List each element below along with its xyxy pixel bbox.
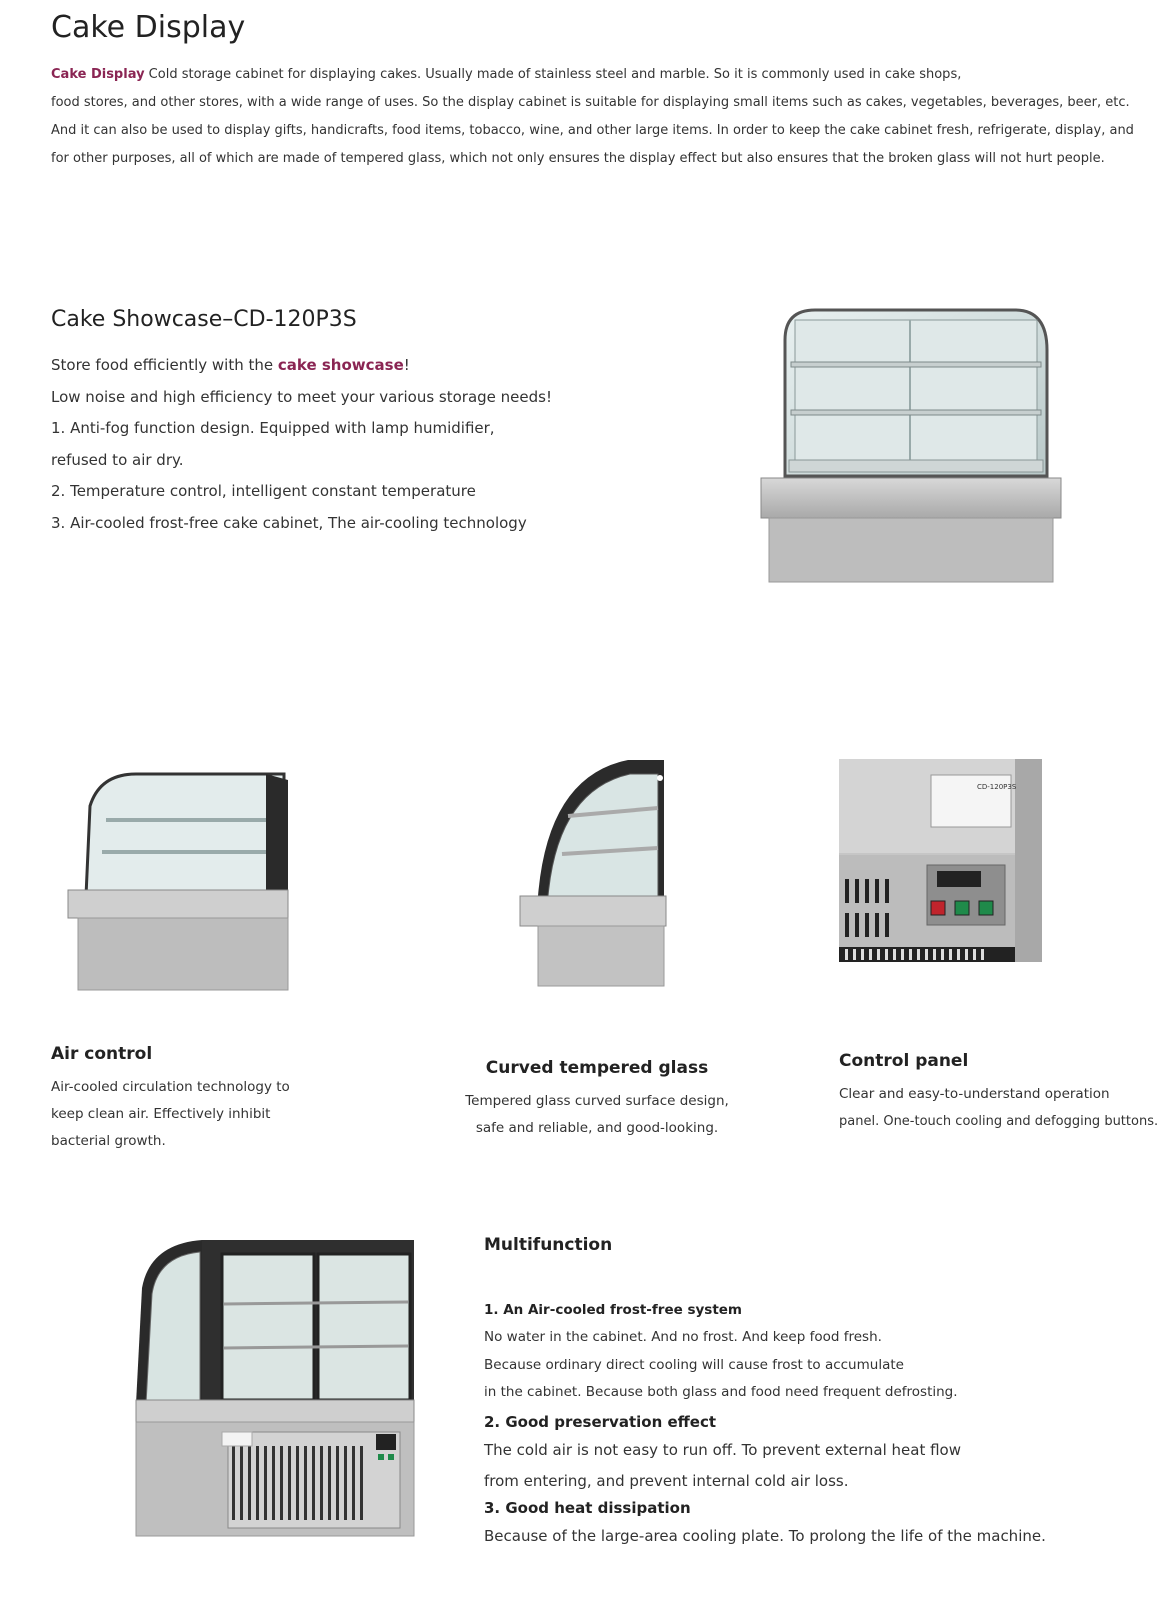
product-image-angle <box>66 766 292 996</box>
intro-line-text: Cold storage cabinet for displaying cakes. Usually made of stainless steel and marble. So it is commonly used in cake shops, <box>144 67 962 82</box>
control-panel-image <box>839 759 1042 962</box>
multifunction-line: The cold air is not easy to run off. To prevent external heat flow <box>484 1440 961 1459</box>
feature-control-panel <box>839 1051 1169 1135</box>
multifunction-subtitle-1: 1. An Air-cooled frost-free system <box>484 1302 743 1318</box>
multifunction-line: in the cabinet. Because both glass and food need frequent defrosting. <box>484 1384 958 1400</box>
multifunction-line: Because ordinary direct cooling will cause frost to accumulate <box>484 1356 904 1373</box>
showcase-description <box>51 350 671 539</box>
product-image-front <box>755 300 1067 590</box>
showcase-highlight-link[interactable]: cake showcase <box>277 356 404 374</box>
intro-paragraph <box>51 61 1151 173</box>
multifunction-text-3 <box>484 1521 1144 1552</box>
feature-title: Air control <box>51 1044 153 1064</box>
feature-description <box>463 1088 731 1142</box>
multifunction-subtitle-2: 2. Good preservation effect <box>484 1412 717 1431</box>
multifunction-line: No water in the cabinet. And no frost. And keep food fresh. <box>484 1329 882 1345</box>
showcase-line: 2. Temperature control, intelligent constant temperature <box>51 482 476 500</box>
showcase-line: Low noise and high efficiency to meet your various storage needs! <box>51 387 552 406</box>
intro-line: for other purposes, all of which are made of tempered glass, which not only ensures the display effect but also ensures that the broken glass will not hurt people. <box>51 151 1105 166</box>
feature-line: safe and reliable, and good-looking. <box>475 1120 719 1136</box>
showcase-line: refused to air dry. <box>51 450 184 469</box>
multifunction-text-2 <box>484 1435 1144 1497</box>
showcase-line-text: Store food efficiently with the <box>51 356 278 374</box>
multifunction-line: from entering, and prevent internal cold air loss. <box>484 1471 849 1490</box>
feature-line: Tempered glass curved surface design, <box>465 1093 729 1109</box>
intro-line: food stores, and other stores, with a wide range of uses. So the display cabinet is suitable for displaying small items such as cakes, vegetables, beverages, beer, etc. <box>51 95 1130 110</box>
feature-curved-glass <box>463 1058 731 1142</box>
feature-description <box>839 1081 1169 1135</box>
intro-line: And it can also be used to display gifts, handicrafts, food items, tobacco, wine, and other large items. In order to keep the cake cabinet fresh, refrigerate, display, and <box>51 123 1134 138</box>
showcase-line: 1. Anti-fog function design. Equipped with lamp humidifier, <box>51 419 495 437</box>
page-title: Cake Display <box>51 10 246 45</box>
feature-line: bacterial growth. <box>51 1133 166 1149</box>
feature-line: Air-cooled circulation technology to <box>51 1079 290 1095</box>
product-image-side <box>518 756 668 990</box>
showcase-line-text: ! <box>403 356 410 374</box>
feature-line: keep clean air. Effectively inhibit <box>51 1106 271 1122</box>
showcase-title: Cake Showcase–CD-120P3S <box>51 307 357 332</box>
feature-title: Curved tempered glass <box>485 1058 709 1078</box>
feature-description <box>51 1074 351 1155</box>
feature-air-control <box>51 1044 351 1155</box>
multifunction-subtitle-3: 3. Good heat dissipation <box>484 1498 691 1517</box>
intro-highlight-link[interactable]: Cake Display <box>51 67 145 82</box>
feature-line: panel. One-touch cooling and defogging buttons. <box>839 1114 1159 1129</box>
feature-line: Clear and easy-to-understand operation <box>839 1086 1110 1102</box>
product-image-doors <box>132 1236 418 1540</box>
model-label: CD-120P3S <box>977 783 1017 791</box>
multifunction-section <box>484 1235 1144 1552</box>
feature-title: Control panel <box>839 1051 969 1071</box>
multifunction-line: Because of the large-area cooling plate. To prolong the life of the machine. <box>484 1526 1046 1545</box>
intro-line <box>51 61 1151 89</box>
multifunction-title: Multifunction <box>484 1235 613 1255</box>
showcase-line: 3. Air-cooled frost-free cake cabinet, The air-cooling technology <box>51 513 527 532</box>
multifunction-text-1 <box>484 1324 1144 1407</box>
showcase-line <box>51 350 671 382</box>
